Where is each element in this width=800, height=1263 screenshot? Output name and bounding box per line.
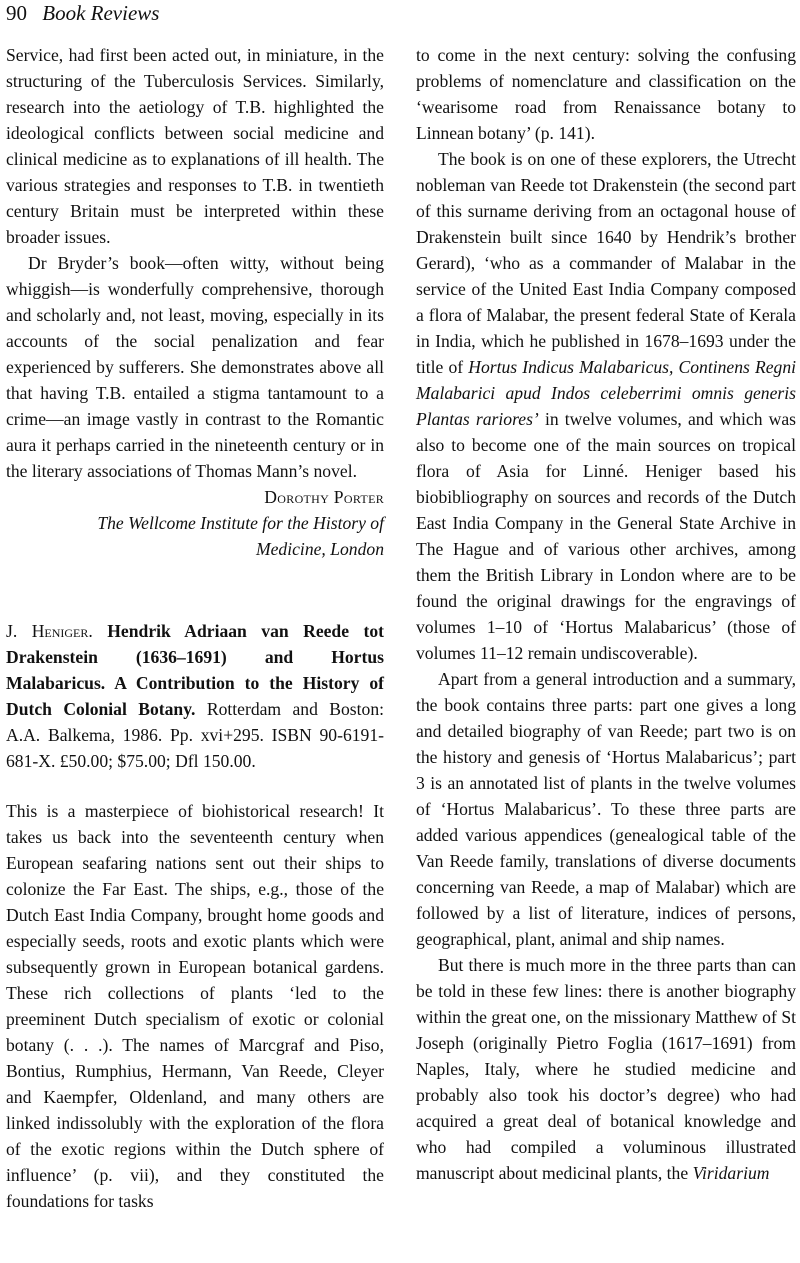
paragraph-text: The book is on one of these explorers, the Utrecht nobleman van Reede tot Drakenstein (the second part of this surname deriving from an octagonal house of Drakenstein built since 1640 by Hendrik’s brother Gerard), ‘who as a commander of Malabar in the service of the United East India Company composed a flora of Malabar, the present federal State of Kerala in India, which he published in 1678–1693 under the title of [416, 149, 796, 377]
paragraph [416, 146, 796, 666]
paragraph: Service, had first been acted out, in miniature, in the structuring of the Tuberculosis Services. Similarly, research into the aetiology of T.B. highlighted the ideological conflicts between social medicine and clinical medicine as to explanations of ill health. The various strategies and responses to T.B. in twentieth century Britain must be interpreted within these broader issues. [6, 45, 384, 247]
paragraph [416, 952, 796, 1186]
citation-author: J. Heniger. [6, 621, 93, 641]
paragraph: Apart from a general introduction and a summary, the book contains three parts: part one gives a long and detailed biography of van Reede; part two is on the history and genesis of ‘Hortus Malabaricus’; part 3 is an annotated list of plants in the twelve volumes of ‘Hortus Malabaricus’. To these three parts are added various appendices (genealogical table of the Van Reede family, translations of diverse documents concerning van Reede, a map of Malabar) which are followed by a list of literature, indices of persons, geographical, plant, animal and ship names. [416, 669, 796, 949]
citation-details: Rotterdam and Boston: A.A. Balkema, 1986. Pp. xvi+295. ISBN 90-6191-681-X. £50.00; $75.00; Dfl 150.00. [6, 699, 385, 771]
reviewer-name: Dorothy Porter [264, 487, 384, 507]
page-number: 90 [6, 1, 27, 25]
right-column [416, 42, 796, 1186]
reviewer-institution-city: Medicine, London [255, 539, 384, 559]
paragraph: Dr Bryder’s book—often witty, without being whiggish—is wonderfully comprehensive, thorough and scholarly and, not least, moving, especially in its accounts of the social penalization and fear experienced by sufferers. She demonstrates above all that having T.B. entailed a stigma tantamount to a crime—an image vastly in contrast to the Romantic aura it perhaps carried in the nineteenth century or in the literary associations of Thomas Mann’s novel. [6, 253, 384, 481]
book-citation [6, 618, 384, 774]
manuscript-title: Viridarium [692, 1163, 770, 1183]
reviewer-signature [6, 484, 384, 562]
paragraph: to come in the next century: solving the confusing problems of nomenclature and classification on the ‘wearisome road from Renaissance botany to Linnean botany’ (p. 141). [416, 45, 796, 143]
paragraph-text: in twelve volumes, and which was also to become one of the main sources on tropical flora of Asia for Linné. Heniger based his biobibliography on sources and records of the Dutch East India Company in the General State Archive in The Hague and of various other archives, among them the British Library in London where are to be found the original drawings for the engravings of volumes 1–10 of ‘Hortus Malabaricus’ (those of volumes 11–12 remain undiscoverable). [416, 409, 796, 663]
latin-title: Hortus Indicus Malabaricus, Continens Regni Malabarici apud Indos celeberrimi omnis generis Plantas rariores’ [416, 357, 797, 429]
paragraph-text: But there is much more in the three parts than can be told in these few lines: there is another biography within the great one, on the missionary Matthew of St Joseph (originally Pietro Foglia (1617–1691) from Naples, Italy, where he studied medicine and probably also took his doctor’s degree) who had acquired a great deal of botanical knowledge and who had compiled a voluminous illustrated manuscript about medicinal plants, the [416, 955, 796, 1183]
running-header [6, 0, 159, 32]
left-column [6, 42, 384, 1214]
reviewer-institution: The Wellcome Institute for the History of [97, 513, 384, 533]
running-title: Book Reviews [42, 1, 160, 25]
citation-title: Hendrik Adriaan van Reede tot Drakenstein (1636–1691) and Hortus Malabaricus. A Contribution to the History of Dutch Colonial Botany. [6, 621, 384, 719]
paragraph: This is a masterpiece of biohistorical research! It takes us back into the seventeenth century when European seafaring nations sent out their ships to colonize the Far East. The ships, e.g., those of the Dutch East India Company, brought home goods and especially seeds, roots and exotic plants which were subsequently grown in European botanical gardens. These rich collections of plants ‘led to the preeminent Dutch specialism of exotic or colonial botany (. . .). The names of Marcgraf and Piso, Bontius, Rumphius, Hermann, Van Reede, Cleyer and Kaempfer, Oldenland, and many others are linked indissolubly with the exploration of the flora of the exotic regions within the Dutch sphere of influence’ (p. vii), and they constituted the foundations for tasks [6, 801, 384, 1211]
